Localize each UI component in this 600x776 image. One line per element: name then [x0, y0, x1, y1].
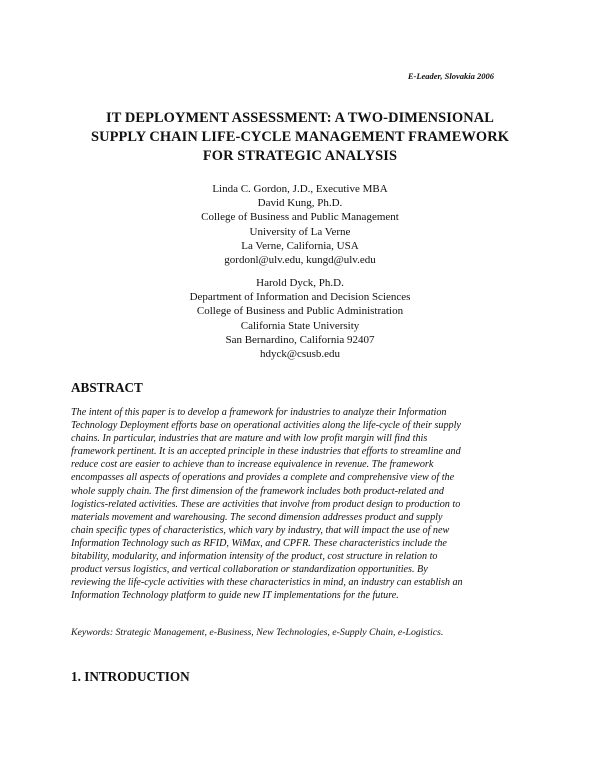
abstract-line: whole supply chain. The first dimension of the framework includes both product-related and	[71, 485, 444, 497]
abstract-line: reduce cost are easier to achieve than to increase equivalence in revenue. The framework	[71, 459, 434, 471]
abstract-line: chain specific types of characteristics, which vary by industry, that will impact the use of new	[71, 524, 450, 536]
author-affiliation: College of Business and Public Management	[201, 211, 399, 224]
abstract-line: chains. In particular, industries that are mature and with low profit margin will find this	[71, 433, 428, 445]
introduction-heading: 1. INTRODUCTION	[71, 669, 190, 684]
author-email: hdyck@csusb.edu	[259, 348, 341, 361]
author-block-csusb	[100, 276, 500, 361]
title-line: FOR STRATEGIC ANALYSIS	[202, 148, 398, 164]
author-line: Linda C. Gordon, J.D., Executive MBA	[212, 183, 388, 195]
author-block-ulv	[100, 182, 500, 267]
abstract-line: materials movement and warehousing. The second dimension addresses product and supply	[71, 511, 443, 523]
title-line: IT DEPLOYMENT ASSESSMENT: A TWO-DIMENSIONAL	[106, 110, 494, 126]
abstract-line: encompasses all aspects of operations and provides a complete and comprehensive view of the	[71, 472, 455, 484]
paper-title	[40, 109, 560, 166]
abstract-line: Information Technology such as RFID, WiMax, and CPFR. These characteristics include the	[71, 537, 447, 549]
abstract-body	[71, 406, 533, 602]
abstract-line: bitability, modularity, and information intensity of the product, cost structure in relation to	[71, 551, 438, 563]
abstract-line: Technology Deployment efforts base on operational activities along the life-cycle of their supply	[71, 420, 461, 432]
author-affiliation: University of La Verne	[249, 225, 351, 238]
abstract-line: Information Technology platform to guide new IT implementations for the future.	[71, 590, 399, 602]
author-location: La Verne, California, USA	[241, 239, 359, 252]
abstract-line: The intent of this paper is to develop a framework for industries to analyze their Information	[71, 407, 447, 418]
author-affiliation: Department of Information and Decision Sciences	[189, 291, 411, 304]
abstract-line: reviewing the life-cycle activities with these characteristics in mind, an industry can establish an	[71, 577, 463, 589]
abstract-line: logistics-related activities. These are activities that involve from product design to production to	[71, 498, 461, 510]
running-header: E-Leader, Slovakia 2006	[407, 71, 494, 81]
abstract-line: product versus logistics, and vertical collaboration or standardization opportunities. By	[71, 564, 428, 576]
author-location: San Bernardino, California 92407	[225, 333, 375, 346]
author-affiliation: California State University	[240, 319, 360, 332]
author-line: David Kung, Ph.D.	[257, 197, 343, 210]
author-affiliation: College of Business and Public Administration	[196, 305, 404, 318]
keywords-line: Keywords: Strategic Management, e-Business, New Technologies, e-Supply Chain, e-Logistics.	[71, 627, 444, 638]
title-line: SUPPLY CHAIN LIFE-CYCLE MANAGEMENT FRAMEWORK	[90, 129, 510, 145]
abstract-line: framework pertinent. It is an accepted principle in these industries that efforts to streamline and	[71, 446, 461, 458]
author-line: Harold Dyck, Ph.D.	[256, 277, 344, 289]
abstract-heading: ABSTRACT	[71, 380, 143, 395]
author-email: gordonl@ulv.edu, kungd@ulv.edu	[224, 254, 376, 267]
